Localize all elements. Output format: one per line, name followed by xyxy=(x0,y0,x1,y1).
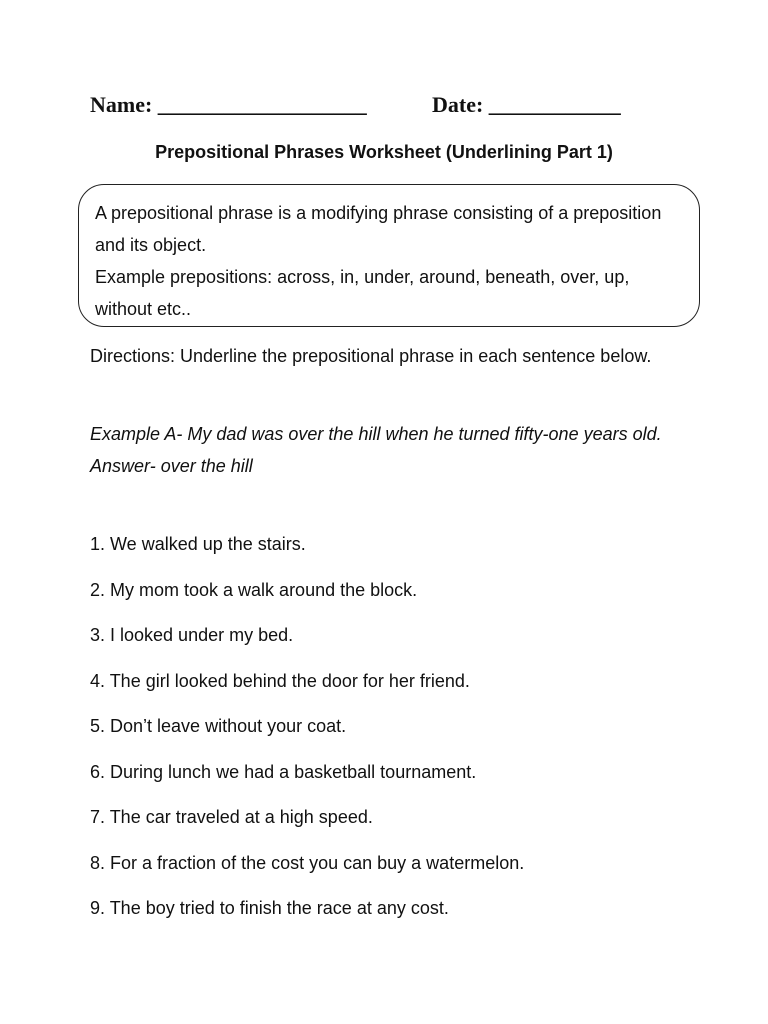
example-prepositions-text: Example prepositions: across, in, under, around, beneath, over, up, without etc.. xyxy=(95,267,630,319)
worksheet-header xyxy=(90,92,690,118)
example-sentence: Example A- My dad was over the hill when he turned fifty-one years old. xyxy=(90,424,662,444)
definition-box xyxy=(78,184,700,327)
worksheet-title: Prepositional Phrases Worksheet (Underlining Part 1) xyxy=(155,142,613,162)
name-field-label: Name: ___________________ xyxy=(90,92,367,117)
question-item: 7. The car traveled at a high speed. xyxy=(90,807,373,827)
question-item: 4. The girl looked behind the door for her friend. xyxy=(90,670,470,691)
question-list xyxy=(90,530,524,940)
definition-text: A prepositional phrase is a modifying phrase consisting of a preposition and its object. xyxy=(95,203,662,255)
question-item: 1. We walked up the stairs. xyxy=(90,534,306,554)
example-block xyxy=(90,418,690,482)
question-item: 8. For a fraction of the cost you can buy a watermelon. xyxy=(90,852,525,873)
question-item: 6. During lunch we had a basketball tournament. xyxy=(90,761,477,782)
question-item: 2. My mom took a walk around the block. xyxy=(90,579,418,600)
question-item: 3. I looked under my bed. xyxy=(90,625,294,645)
question-item: 5. Don’t leave without your coat. xyxy=(90,716,347,736)
example-answer: Answer- over the hill xyxy=(90,456,253,476)
question-item: 9. The boy tried to finish the race at any cost. xyxy=(90,898,449,918)
directions-text: Directions: Underline the prepositional phrase in each sentence below. xyxy=(90,346,652,366)
date-field-label: Date: ____________ xyxy=(432,92,621,117)
